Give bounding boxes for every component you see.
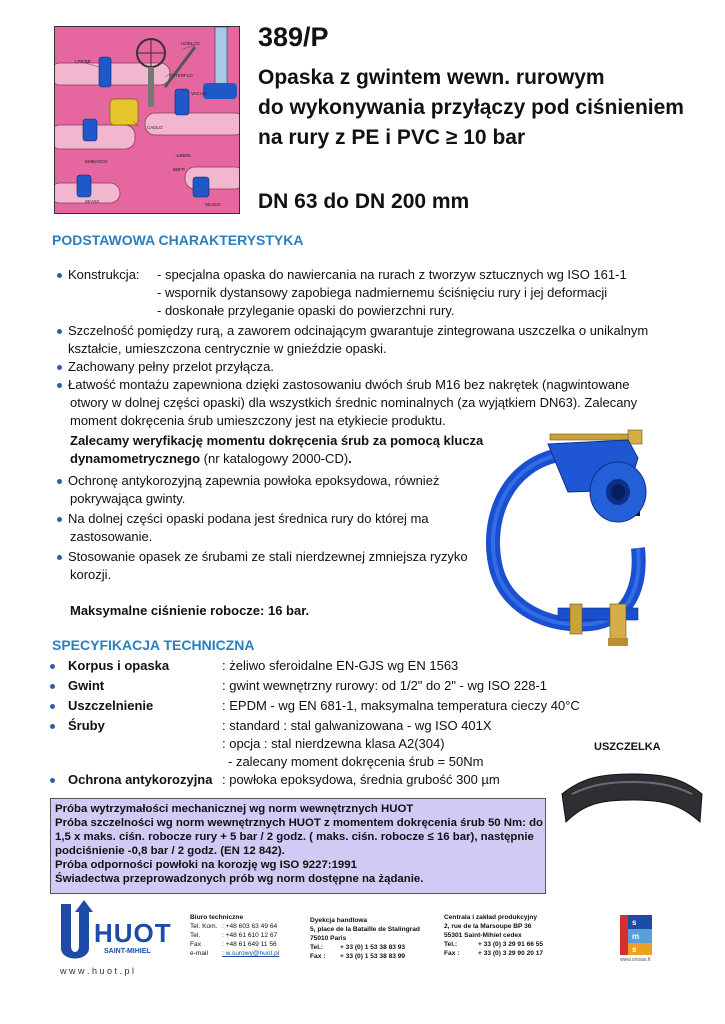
test-line: podciśnienie -0,8 bar / 2 godz. (EN 12 842). — [55, 845, 285, 857]
test-line: 1,5 x maks. ciśn. robocze rury + 5 bar / 2 godz. ( maks. ciśn. robocze ≤ 16 bar), następnie — [55, 831, 534, 843]
spec-label-body: Korpus i opaska — [68, 658, 170, 673]
footer-col1-key: Tel. Kom. — [190, 923, 218, 930]
product-code: 389/P — [258, 22, 329, 52]
spec-value-seal: : EPDM - wg EN 681-1, maksymalna temperatura cieczy 40°C — [222, 698, 580, 713]
test-info-box — [50, 798, 546, 894]
illustration-label: SEA53 — [85, 199, 100, 204]
footer-col3-line: 2, rue de la Marsoupe BP 36 — [444, 923, 532, 930]
gasket-image — [552, 760, 712, 830]
spec-value-thread: : gwint wewnętrzny rurowy: od 1/2" do 2" - wg ISO 228-1 — [222, 678, 547, 693]
footer-col2-key: Tel.: — [310, 944, 324, 951]
spec-label-thread: Gwint — [68, 678, 105, 693]
footer-col2-value: + 33 (0) 1 53 38 83 99 — [340, 953, 406, 960]
paragraph-seal: Szczelność pomiędzy rurą, a zaworem odcinającym gwarantuje zintegrowana uszczelka o unikalnym — [68, 323, 649, 338]
bullet — [50, 704, 55, 709]
bullet — [57, 555, 62, 560]
website-link[interactable]: w w w . h u o t . p l — [60, 966, 135, 976]
bullet — [57, 329, 62, 334]
pipes-and-valves-drawing — [55, 27, 239, 213]
konstrukcja-item: - specjalna opaska do nawiercania na rurach z tworzyw sztucznych wg ISO 161-1 — [157, 267, 627, 282]
paragraph-coating: Ochronę antykorozyjną zapewnia powłoka epoksydowa, również — [68, 473, 440, 488]
spec-value-body: : żeliwo sferoidalne EN-GJS wg EN 1563 — [222, 658, 459, 673]
footer-col3-key: Tel.: — [444, 941, 458, 948]
footer-col1-value: : +48 61 610 12 67 — [222, 932, 278, 939]
footer-col1-key: Tel. — [190, 932, 201, 939]
bullet — [50, 684, 55, 689]
logo-subtext: SAINT-MIHIEL — [104, 948, 151, 955]
svg-text:s: s — [632, 918, 637, 927]
footer-col1-key: e-mail — [190, 950, 208, 957]
footer-col2-value: + 33 (0) 1 53 38 83 93 — [340, 944, 406, 951]
test-line: Próba odporności powłoki na korozję wg ISO 9227:1991 — [55, 859, 357, 871]
footer-col3-line: 55301 Saint-Mihiel cedex — [444, 932, 522, 939]
svg-text:s: s — [632, 945, 637, 954]
paragraph-stainless-cont: korozji. — [70, 567, 112, 582]
illustration-label: CADLO — [147, 125, 163, 130]
spec-label-bolts: Śruby — [68, 718, 105, 733]
footer-col3-title: Centrala i zakład produkcyjny — [444, 914, 538, 921]
paragraph-flow: Zachowany pełny przelot przyłącza. — [68, 359, 274, 374]
footer-col3-value: + 33 (0) 3 29 90 20 17 — [478, 950, 544, 957]
spec-value-bolts-option: : opcja : stal nierdzewna klasa A2(304) — [222, 736, 445, 751]
paragraph-mounting-cont: otwory w dolnej części opaski) dla wszystkich średnic nominalnych (za wyjątkiem DN63). Zalecany — [70, 395, 638, 410]
illustration-label: EMBASCO — [85, 159, 108, 164]
recommendation-bold-2: dynamometrycznego — [70, 451, 201, 466]
max-pressure: Maksymalne ciśnienie robocze: 16 bar. — [70, 603, 310, 618]
paragraph-diameter: Na dolnej części opaski podana jest średnica rury do której ma — [68, 511, 429, 526]
konstrukcja-label: Konstrukcja: — [68, 267, 140, 282]
bullet — [57, 479, 62, 484]
sms-website[interactable]: www.smsas.fr — [620, 957, 651, 963]
test-line: Próba wytrzymałości mechanicznej wg norm wewnętrznych HUOT — [55, 803, 414, 815]
recommendation-bold: Zalecamy weryfikację momentu dokręcenia śrub za pomocą klucza — [70, 433, 484, 448]
konstrukcja-item: - wspornik dystansowy zapobiega nadmiernemu ściśnięciu rury i jej deformacji — [157, 285, 608, 300]
paragraph-diameter-cont: zastosowanie. — [70, 529, 153, 544]
footer-col2-line: 5, place de la Bataille de Stalingrad — [310, 926, 420, 933]
illustration-label: FUTERFLO — [169, 73, 193, 78]
title-line-1: Opaska z gwintem wewn. rurowym — [258, 66, 605, 89]
paragraph-mounting-cont: moment dokręcenia śrub umieszczony jest na etykiecie produktu. — [70, 413, 446, 428]
bullet — [50, 724, 55, 729]
spec-label-corrosion: Ochrona antykorozyjna — [68, 772, 213, 787]
spec-value-corrosion: : powłoka epoksydowa, średnia grubość 300 µm — [222, 772, 500, 787]
catalog-number: (nr katalogowy 2000-CD) — [200, 451, 349, 466]
illustration-label: SEAEO — [205, 202, 221, 207]
paragraph-mounting: Łatwość montażu zapewniona dzięki zastosowaniu dwóch śrub M16 bez nakrętek (nagwintowane — [68, 377, 630, 392]
title-line-2: do wykonywania przyłączy pod ciśnieniem — [258, 96, 684, 119]
footer-col1-key: Fax — [190, 941, 201, 948]
footer-col1-value: : +48 61 649 11 56 — [222, 941, 277, 948]
illustration-label: VACUO — [191, 91, 207, 96]
konstrukcja-item: - doskonałe przyleganie opaski do powierzchni rury. — [157, 303, 455, 318]
section-heading-specification: SPECYFIKACJA TECHNICZNA — [52, 637, 255, 653]
bullet — [57, 365, 62, 370]
product-illustration — [54, 26, 240, 214]
bullet — [50, 778, 55, 783]
sms-logo — [616, 913, 656, 957]
recommendation-line — [70, 450, 352, 468]
illustration-label: LPB/BB — [75, 59, 91, 64]
spec-label-seal: Uszczelnienie — [68, 698, 154, 713]
spec-value-bolts: : standard : stal galwanizowana - wg ISO 401X — [222, 718, 492, 733]
bullet — [57, 517, 62, 522]
footer-col1-value: : +48 603 63 49 64 — [222, 923, 278, 930]
footer-col2-key: Fax : — [310, 953, 326, 960]
spec-value-bolts-torque: - zalecany moment dokręcenia śrub = 50Nm — [228, 754, 484, 769]
paragraph-seal-cont: kształcie, umieszczona centrycznie w gnieździe opaski. — [68, 341, 387, 356]
logo-text: HUOT — [94, 918, 172, 948]
illustration-label: UOBLOC — [181, 41, 201, 46]
test-line: Świadectwa przeprowadzonych prób wg norm dostępne na żądanie. — [55, 873, 424, 885]
email-link[interactable]: : w.surowy@huot.pl — [222, 950, 280, 957]
illustration-label: LPB/M — [177, 153, 191, 158]
footer-col3-key: Fax : — [444, 950, 460, 957]
recommendation-period: . — [348, 451, 352, 466]
paragraph-stainless: Stosowanie opasek ze śrubami ze stali nierdzewnej zmniejsza ryzyko — [68, 549, 468, 564]
footer-col3-value: + 33 (0) 3 29 91 66 55 — [478, 941, 544, 948]
footer-col2-title: Dyekcja handlowa — [310, 917, 368, 924]
dn-range: DN 63 do DN 200 mm — [258, 190, 470, 213]
footer-col1-title: Biuro techniczne — [190, 914, 244, 921]
gasket-label: USZCZELKA — [594, 741, 661, 753]
bullet — [57, 383, 62, 388]
bullet — [57, 273, 62, 278]
test-line: Próba szczelności wg norm wewnętrznych HUOT z momentem dokręcenia śrub 50 Nm: do — [55, 817, 544, 829]
illustration-label: BBFP — [173, 167, 185, 172]
title-line-3: na rury z PE i PVC ≥ 10 bar — [258, 126, 526, 149]
paragraph-coating-cont: pokrywająca gwinty. — [70, 491, 186, 506]
footer-col2-line: 75010 Paris — [310, 935, 347, 942]
bullet — [50, 664, 55, 669]
clamp-product-image — [478, 428, 650, 654]
svg-text:m: m — [632, 932, 640, 941]
section-heading-characteristics: PODSTAWOWA CHARAKTERYSTYKA — [52, 232, 304, 248]
